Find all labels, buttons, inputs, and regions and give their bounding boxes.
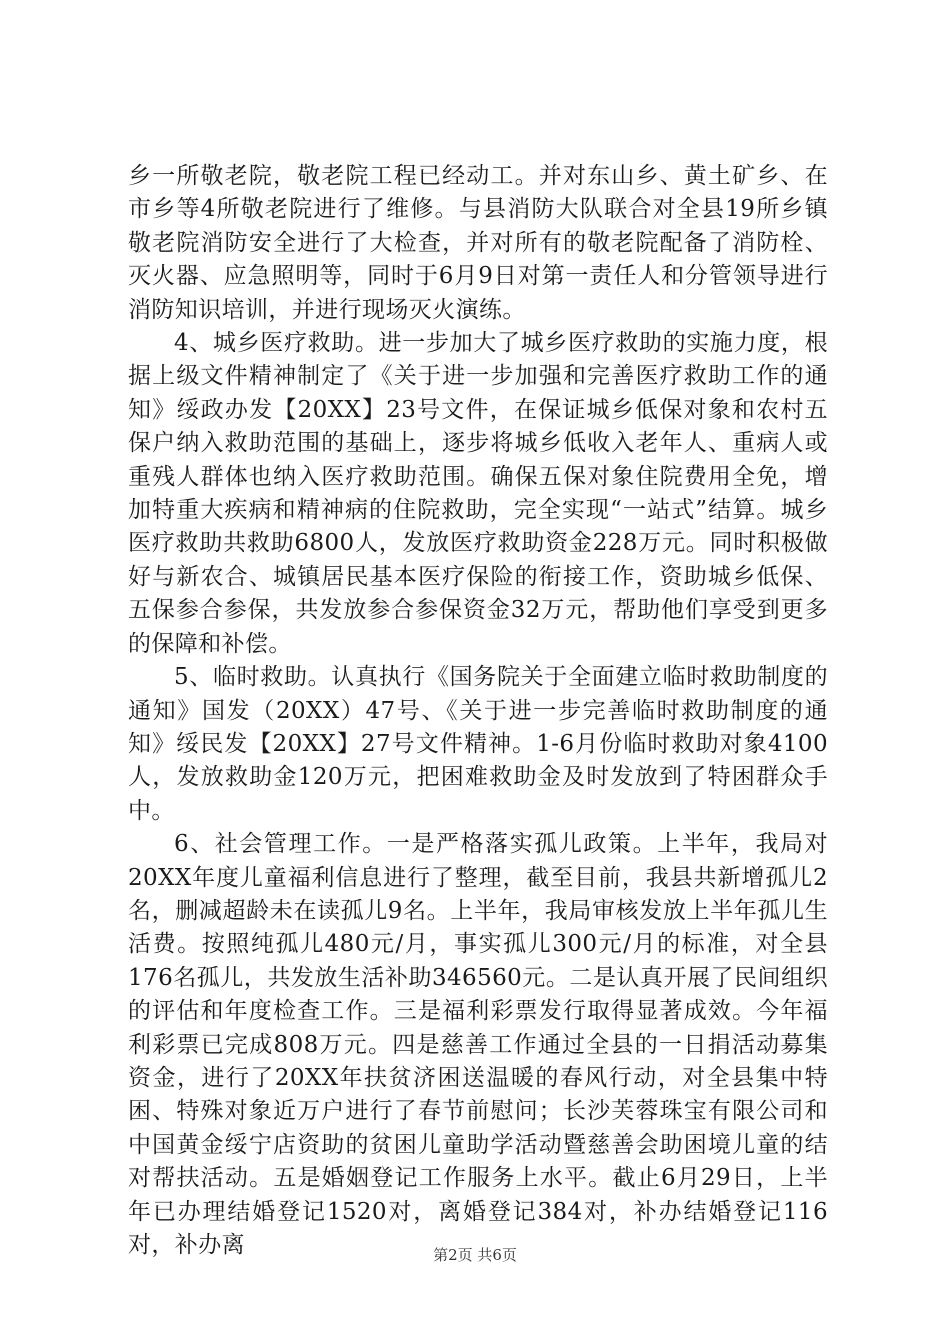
- paragraph-continuation: 乡一所敬老院，敬老院工程已经动工。并对东山乡、黄土矿乡、在市乡等4所敬老院进行了维修。与县消防大队联合对全县19所乡镇敬老院消防安全进行了大检查，并对所有的敬老院配备了消防栓、灭火器、应急照明等，同时于6月9日对第一责任人和分管领导进行消防知识培训，并进行现场灭火演练。: [128, 163, 828, 323]
- paragraph-social-management: 6、社会管理工作。一是严格落实孤儿政策。上半年，我局对20XX年度儿童福利信息进行了整理，截至目前，我县共新增孤儿2名，删减超龄未在读孤儿9名。上半年，我局审核发放上半年孤儿生活费。按照纯孤儿480元/月，事实孤儿300元/月的标准，对全县176名孤儿，共发放生活补助346560元。二是认真开展了民间组织的评估和年度检查工作。三是福利彩票发行取得显著成效。今年福利彩票已完成808万元。四是慈善工作通过全县的一日捐活动募集资金，进行了20XX年扶贫济困送温暖的春风行动，对全县集中特困、特殊对象近万户进行了春节前慰问；长沙芙蓉珠宝有限公司和中国黄金绥宁店资助的贫困儿童助学活动暨慈善会助困境儿童的结对帮扶活动。五是婚姻登记工作服务上水平。截止6月29日，上半年已办理结婚登记1520对，离婚登记384对，补办结婚登记116对，补办离: [128, 831, 828, 1258]
- document-body: [128, 160, 828, 1262]
- page-footer: [0, 1244, 950, 1265]
- page-number: 第2页 共6页: [433, 1246, 517, 1264]
- paragraph-temporary-aid: 5、临时救助。认真执行《国务院关于全面建立临时救助制度的通知》国发（20XX）47号、《关于进一步完善临时救助制度的通知》绥民发【20XX】27号文件精神。1-6月份临时救助对象4100人，发放救助金120万元，把困难救助金及时发放到了特困群众手中。: [128, 664, 828, 824]
- paragraph-medical-aid: 4、城乡医疗救助。进一步加大了城乡医疗救助的实施力度，根据上级文件精神制定了《关于进一步加强和完善医疗救助工作的通知》绥政办发【20XX】23号文件，在保证城乡低保对象和农村五保户纳入救助范围的基础上，逐步将城乡低收入老年人、重病人或重残人群体也纳入医疗救助范围。确保五保对象住院费用全免，增加特重大疾病和精神病的住院救助，完全实现“一站式”结算。城乡医疗救助共救助6800人，发放医疗救助资金228万元。同时积极做好与新农合、城镇居民基本医疗保险的衔接工作，资助城乡低保、五保参合参保，共发放参合参保资金32万元，帮助他们享受到更多的保障和补偿。: [128, 330, 828, 657]
